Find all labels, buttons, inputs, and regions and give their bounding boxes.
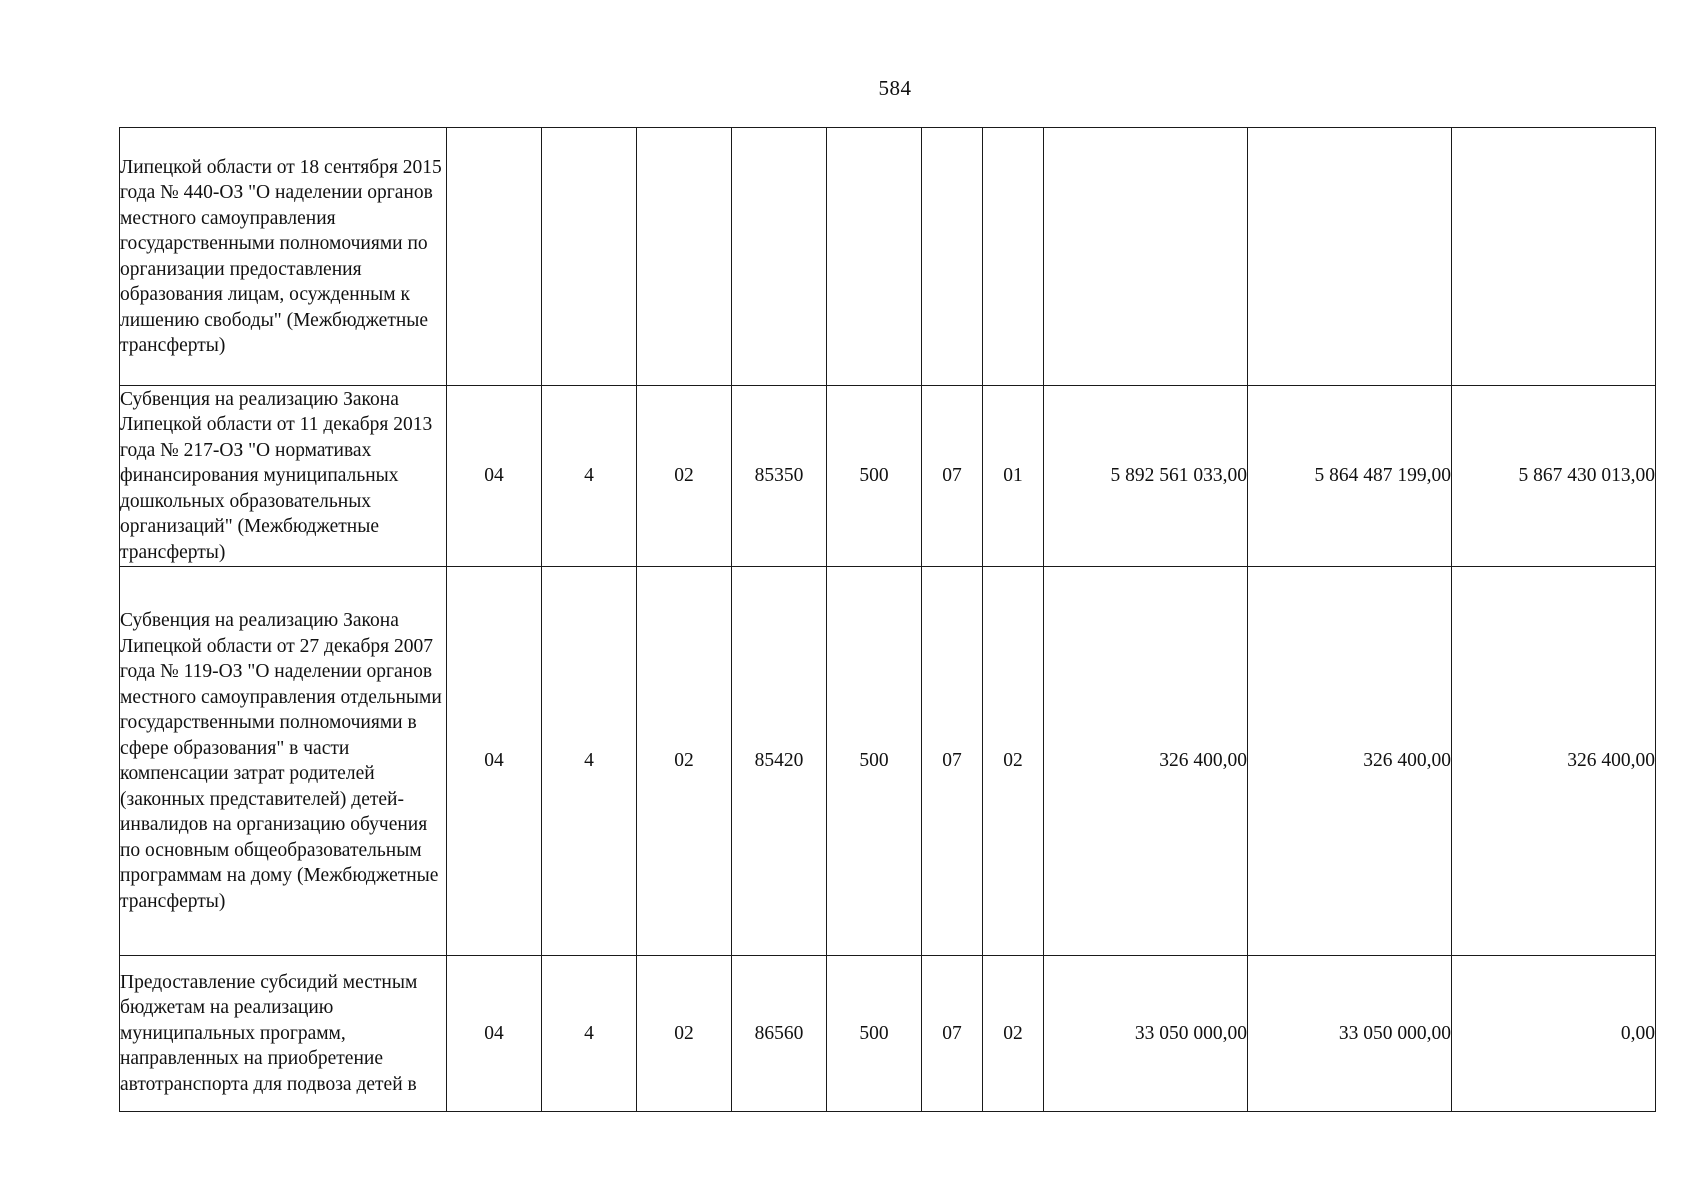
subsection-code-cell: 02 bbox=[983, 567, 1044, 956]
section-code-cell: 07 bbox=[922, 956, 983, 1112]
section-code-cell bbox=[922, 128, 983, 386]
amount-year-3-cell bbox=[1452, 128, 1656, 386]
expense-type-code-cell: 500 bbox=[827, 386, 922, 567]
direction-code-cell: 86560 bbox=[732, 956, 827, 1112]
subsection-code-cell: 01 bbox=[983, 386, 1044, 567]
program-code-cell: 04 bbox=[447, 386, 542, 567]
subsection-code-cell: 02 bbox=[983, 956, 1044, 1112]
amount-year-2-cell: 326 400,00 bbox=[1248, 567, 1452, 956]
expense-type-code-cell: 500 bbox=[827, 956, 922, 1112]
page-number: 584 bbox=[878, 76, 912, 100]
direction-code-cell bbox=[732, 128, 827, 386]
section-code-cell: 07 bbox=[922, 386, 983, 567]
subprogram-code-cell: 4 bbox=[542, 956, 637, 1112]
amount-year-3-cell: 0,00 bbox=[1452, 956, 1656, 1112]
subprogram-code-cell: 4 bbox=[542, 386, 637, 567]
amount-year-1-cell bbox=[1044, 128, 1248, 386]
amount-year-1-cell: 326 400,00 bbox=[1044, 567, 1248, 956]
program-code-cell: 04 bbox=[447, 956, 542, 1112]
row-description: Предоставление субсидий местным бюджетам на реализацию муниципальных программ, направленных на приобретение автотранспорта для подвоза детей в bbox=[120, 956, 447, 1112]
main-activity-code-cell: 02 bbox=[637, 956, 732, 1112]
amount-year-1-cell: 33 050 000,00 bbox=[1044, 956, 1248, 1112]
amount-year-1-cell: 5 892 561 033,00 bbox=[1044, 386, 1248, 567]
row-description: Субвенция на реализацию Закона Липецкой области от 27 декабря 2007 года № 119-ОЗ "О наделении органов местного самоуправления отдельными государственными полномочиями в сфере образования" в части компенсации затрат родителей (законных представителей) детей-инвалидов на организацию обучения по основным общеобразовательным программам на дому (Межбюджетные трансферты) bbox=[120, 567, 447, 956]
main-activity-code-cell bbox=[637, 128, 732, 386]
subprogram-code-cell: 4 bbox=[542, 567, 637, 956]
program-code-cell: 04 bbox=[447, 567, 542, 956]
direction-code-cell: 85350 bbox=[732, 386, 827, 567]
main-activity-code-cell: 02 bbox=[637, 386, 732, 567]
table-row bbox=[120, 386, 1656, 567]
section-code-cell: 07 bbox=[922, 567, 983, 956]
amount-year-2-cell: 33 050 000,00 bbox=[1248, 956, 1452, 1112]
amount-year-3-cell: 326 400,00 bbox=[1452, 567, 1656, 956]
table-row bbox=[120, 956, 1656, 1112]
expense-type-code-cell: 500 bbox=[827, 567, 922, 956]
table-row bbox=[120, 128, 1656, 386]
main-activity-code-cell: 02 bbox=[637, 567, 732, 956]
direction-code-cell: 85420 bbox=[732, 567, 827, 956]
expense-type-code-cell bbox=[827, 128, 922, 386]
subprogram-code-cell bbox=[542, 128, 637, 386]
row-description: Липецкой области от 18 сентября 2015 года № 440-ОЗ "О наделении органов местного самоуправления государственными полномочиями по организации предоставления образования лицам, осужденным к лишению свободы" (Межбюджетные трансферты) bbox=[120, 128, 447, 386]
amount-year-2-cell: 5 864 487 199,00 bbox=[1248, 386, 1452, 567]
row-description: Субвенция на реализацию Закона Липецкой области от 11 декабря 2013 года № 217-ОЗ "О нормативах финансирования муниципальных дошкольных образовательных организаций" (Межбюджетные трансферты) bbox=[120, 386, 447, 567]
subsection-code-cell bbox=[983, 128, 1044, 386]
program-code-cell bbox=[447, 128, 542, 386]
budget-table bbox=[119, 127, 1656, 1112]
table-row bbox=[120, 567, 1656, 956]
amount-year-2-cell bbox=[1248, 128, 1452, 386]
amount-year-3-cell: 5 867 430 013,00 bbox=[1452, 386, 1656, 567]
